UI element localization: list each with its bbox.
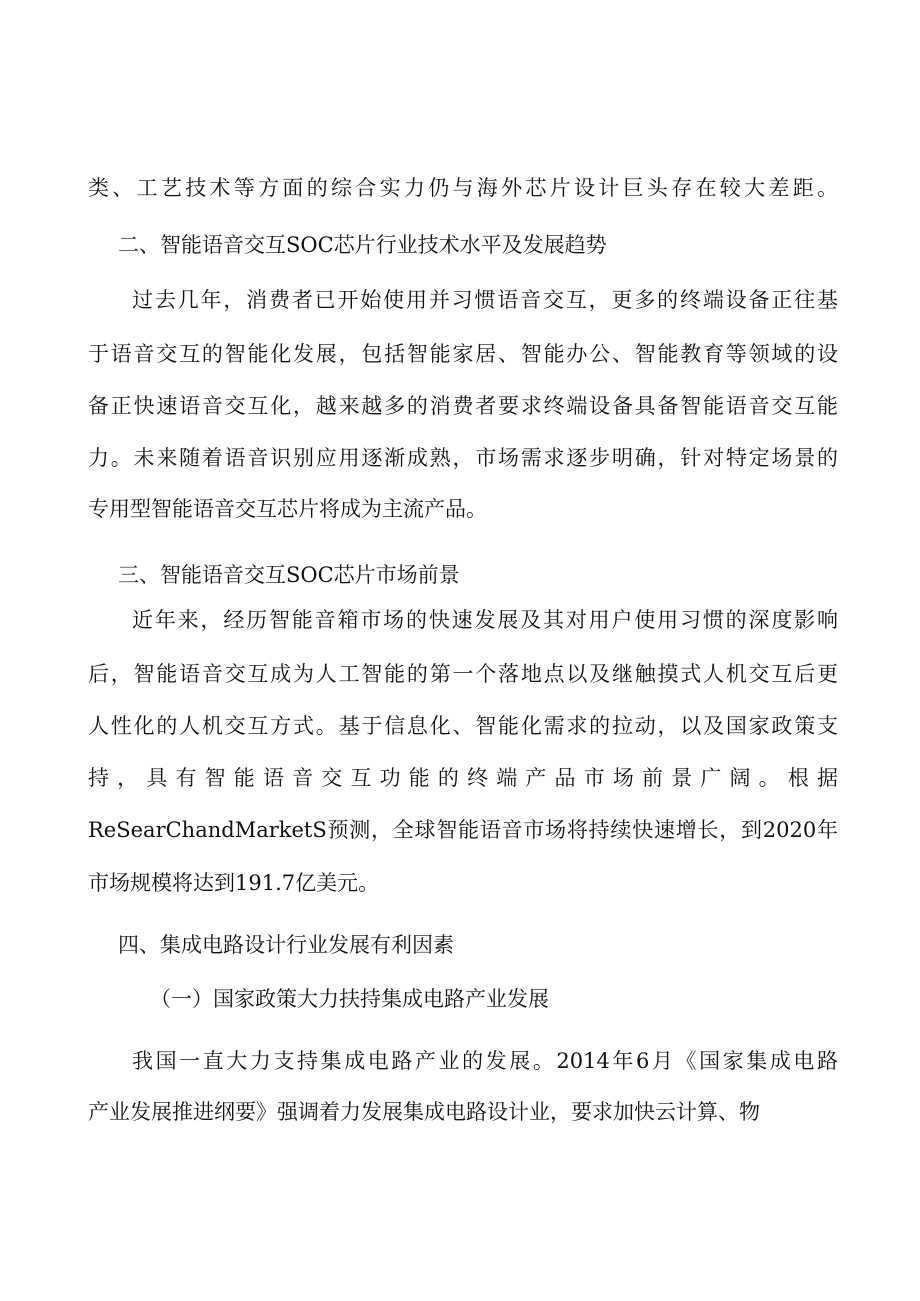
paragraph-line: 产业发展推进纲要》强调着力发展集成电路设计业，要求加快云计算、物 bbox=[88, 1100, 760, 1124]
paragraph-line: 专用型智能语音交互芯片将成为主流产品。 bbox=[88, 497, 487, 521]
paragraph-line: 过去几年，消费者已开始使用并习惯语音交互，更多的终端设备正往基 bbox=[132, 288, 838, 312]
paragraph-line: 于语音交互的智能化发展，包括智能家居、智能办公、智能教育等领域的设 bbox=[88, 342, 838, 366]
paragraph-line: ReSearChandMarketS预测，全球智能语音市场将持续快速增长，到2020年 bbox=[88, 818, 838, 842]
paragraph-line: 人性化的人机交互方式。基于信息化、智能化需求的拉动，以及国家政策支 bbox=[88, 714, 838, 738]
paragraph-line: 备正快速语音交互化，越来越多的消费者要求终端设备具备智能语音交互能 bbox=[88, 394, 838, 418]
paragraph-line: 我国一直大力支持集成电路产业的发展。2014年6月《国家集成电路 bbox=[132, 1049, 838, 1073]
paragraph-continuation-line: 类、工艺技术等方面的综合实力仍与海外芯片设计巨头存在较大差距。 bbox=[88, 176, 838, 200]
section-heading-4: 四、集成电路设计行业发展有利因素 bbox=[118, 933, 454, 957]
section-heading-3: 三、智能语音交互SOC芯片市场前景 bbox=[118, 563, 460, 587]
paragraph-line: 力。未来随着语音识别应用逐渐成熟，市场需求逐步明确，针对特定场景的 bbox=[88, 446, 838, 470]
paragraph-line: 近年来，经历智能音箱市场的快速发展及其对用户使用习惯的深度影响 bbox=[132, 608, 838, 632]
subsection-heading: （一）国家政策大力扶持集成电路产业发展 bbox=[150, 987, 549, 1011]
section-heading-2: 二、智能语音交互SOC芯片行业技术水平及发展趋势 bbox=[118, 233, 607, 257]
paragraph-line: 持，具有智能语音交互功能的终端产品市场前景广阔。根据 bbox=[88, 766, 838, 790]
paragraph-line: 市场规模将达到191.7亿美元。 bbox=[88, 871, 380, 895]
paragraph-line: 后，智能语音交互成为人工智能的第一个落地点以及继触摸式人机交互后更 bbox=[88, 662, 838, 686]
